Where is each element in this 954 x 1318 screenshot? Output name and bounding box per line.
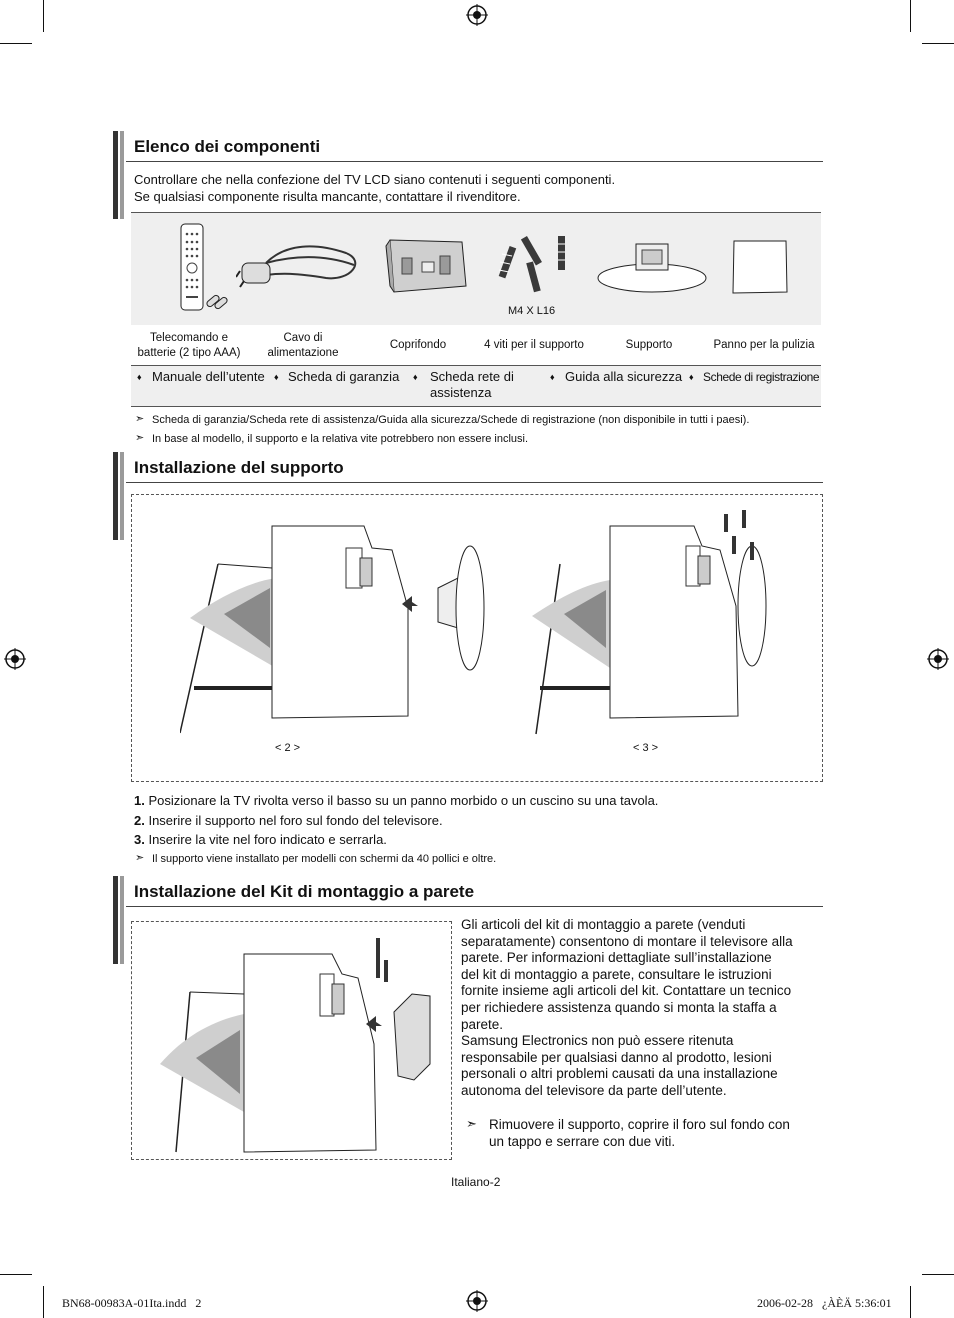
crop-mark — [43, 1286, 44, 1318]
remote-control-image — [170, 222, 232, 314]
note-arrow-icon: ➣ — [135, 413, 145, 425]
bullet-icon: ♦ — [274, 372, 279, 382]
section-title-stand: Installazione del supporto — [134, 458, 344, 477]
bullet-icon: ♦ — [137, 372, 142, 382]
stand-step-3: 3. Inserire la vite nel foro indicato e serrarla. — [134, 832, 387, 847]
section-rule — [126, 482, 823, 483]
footer-file-name: BN68-00983A-01Ita.indd 2 — [62, 1296, 202, 1310]
bullet-icon: ♦ — [413, 372, 418, 382]
section-title-wall-mount: Installazione del Kit di montaggio a parete — [134, 882, 475, 901]
footer-timestamp: 2006-02-28 ¿ÀÈÄ 5:36:01 — [757, 1296, 892, 1310]
components-intro-line2: Se qualsiasi componente risulta mancante, contattare il rivenditore. — [134, 189, 521, 204]
component-label-remote: Telecomando e batterie (2 tipo AAA) — [137, 332, 241, 359]
wall-mount-description: Gli articoli del kit di montaggio a parete (venduti separatamente) consentono di montare il televisore alla parete. Per informazioni dettagliate sull’installazione del kit di montaggio a parete, consultare le istruzioni fornite insieme agli articoli del kit. Contattare un tecnico per richiedere assistenza quando si monta la staffa a parete. Samsung Electronics non può essere ritenuta responsabile per qualsiasi danno al prodotto, lesioni personali o altri problemi causati da una installazione autonoma del televisore da parte dell’utente. — [461, 917, 793, 1098]
component-label-cable: Cavo di alimentazione — [267, 332, 339, 359]
section-bar — [113, 131, 126, 219]
registration-mark-icon — [466, 1290, 488, 1312]
cleaning-cloth-image — [730, 238, 790, 296]
components-note-2: In base al modello, il supporto e la relativa vite potrebbero non essere inclusi. — [152, 433, 529, 445]
component-label-stand: Supporto — [625, 339, 673, 351]
figure-2-caption: < 2 > — [275, 742, 301, 754]
back-cover-image — [382, 234, 470, 298]
screws-image — [490, 232, 578, 296]
figure-3-caption: < 3 > — [633, 742, 659, 754]
component-label-cover: Coprifondo — [389, 339, 447, 351]
stand-image — [596, 240, 708, 296]
doc-warranty: Scheda di garanzia — [288, 369, 400, 384]
section-rule — [126, 906, 823, 907]
components-note-1: Scheda di garanzia/Scheda rete di assistenza/Guida alla sicurezza/Schede di registrazione (non disponibile in tutti i paesi). — [152, 414, 750, 426]
crop-mark — [910, 0, 911, 32]
stand-step-1: 1. Posizionare la TV rivolta verso il basso su un panno morbido o un cuscino su una tavola. — [134, 793, 659, 808]
section-bar — [113, 452, 126, 540]
wall-mount-illustration — [136, 934, 436, 1156]
components-intro-line1: Controllare che nella confezione del TV LCD siano contenuti i seguenti componenti. — [134, 172, 616, 187]
crop-mark — [43, 0, 44, 32]
crop-mark — [922, 1274, 954, 1275]
crop-mark — [0, 1274, 32, 1275]
power-cable-image — [236, 243, 362, 295]
note-arrow-icon: ➣ — [135, 432, 145, 444]
wall-mount-note: Rimuovere il supporto, coprire il foro sul fondo con un tappo e serrare con due viti. — [489, 1117, 790, 1149]
doc-service-network: Scheda rete di assistenza — [430, 369, 514, 400]
registration-mark-icon — [927, 648, 949, 670]
stand-note: Il supporto viene installato per modelli con schermi da 40 pollici e oltre. — [152, 853, 497, 865]
doc-safety-guide: Guida alla sicurezza — [565, 369, 683, 384]
page-number: Italiano-2 — [451, 1175, 501, 1189]
bullet-icon: ♦ — [689, 372, 694, 382]
crop-mark — [910, 1286, 911, 1318]
note-arrow-icon: ➣ — [135, 852, 145, 864]
crop-mark — [922, 43, 954, 44]
crop-mark — [0, 43, 32, 44]
components-images-panel — [131, 212, 821, 325]
section-rule — [126, 161, 823, 162]
stand-step2-illustration — [180, 518, 500, 738]
stand-step3-illustration — [526, 506, 780, 738]
registration-mark-icon — [4, 648, 26, 670]
bullet-icon: ♦ — [550, 372, 555, 382]
screw-spec: M4 X L16 — [508, 305, 556, 317]
section-bar — [113, 876, 126, 964]
doc-registration: Schede di registrazione — [703, 370, 820, 384]
doc-user-manual: Manuale dell’utente — [152, 369, 265, 384]
note-arrow-icon: ➣ — [466, 1116, 477, 1131]
section-title-components: Elenco dei componenti — [134, 137, 321, 156]
component-label-cloth: Panno per la pulizia — [713, 339, 815, 351]
registration-mark-icon — [466, 4, 488, 26]
stand-step-2: 2. Inserire il supporto nel foro sul fondo del televisore. — [134, 813, 443, 828]
component-label-screws: 4 viti per il supporto — [484, 339, 584, 351]
